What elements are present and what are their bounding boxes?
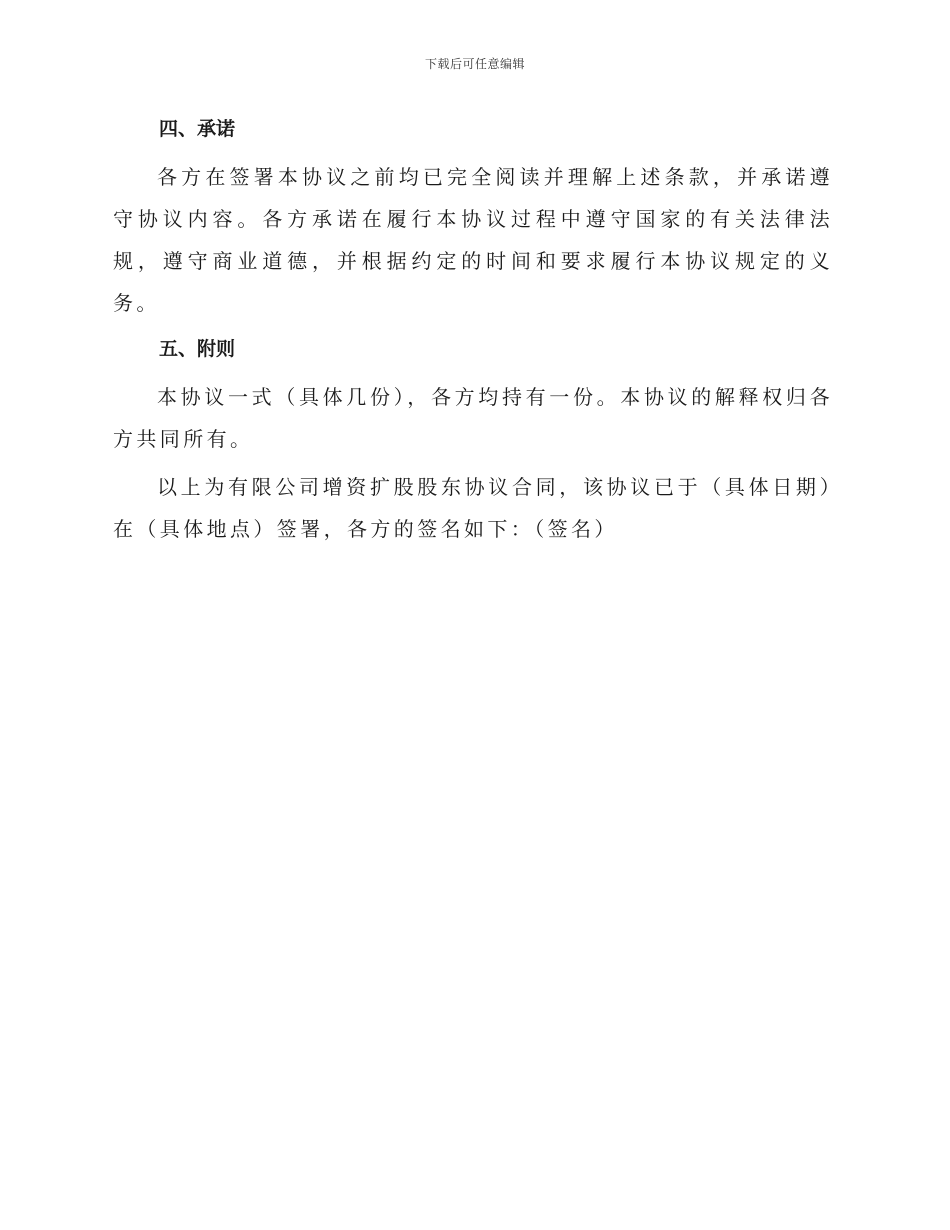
- header-note: 下载后可任意编辑: [424, 57, 525, 71]
- section-heading-supplementary: 五、附则: [159, 338, 236, 360]
- commitment-paragraph: 各方在签署本协议之前均已完全阅读并理解上述条款，并承诺遵守协议内容。各方承诺在履行本协议过程中遵守国家的有关法律法规，遵守商业道德，并根据约定的时间和要求履行本协议规定的义务。: [113, 165, 833, 315]
- signing-paragraph: 以上为有限公司增资扩股股东协议合同，该协议已于（具体日期）在（具体地点）签署，各方的签名如下：（签名）: [113, 475, 833, 541]
- section-heading-commitment: 四、承诺: [159, 118, 236, 140]
- document-body: [113, 110, 833, 550]
- copies-paragraph: 本协议一式（具体几份），各方均持有一份。本协议的解释权归各方共同所有。: [113, 385, 833, 451]
